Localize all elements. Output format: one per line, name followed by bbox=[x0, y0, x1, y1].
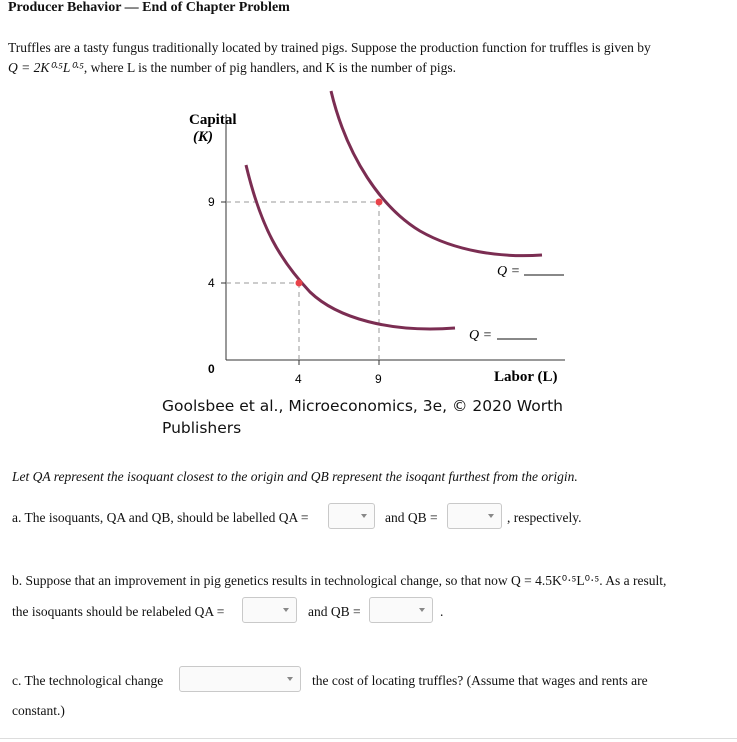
x-tick-label-4: 4 bbox=[295, 372, 302, 386]
lower-isoquant-point bbox=[296, 280, 303, 287]
part-a-qb-select[interactable] bbox=[447, 503, 502, 529]
part-b-suffix: . bbox=[440, 604, 444, 619]
chevron-down-icon bbox=[419, 608, 425, 612]
y-tick-label-4: 4 bbox=[208, 276, 215, 290]
page-title: Producer Behavior — End of Chapter Problem bbox=[8, 0, 290, 15]
intro-line-1: Truffles are a tasty fungus traditionally located by trained pigs. Suppose the production function for truffles is given by bbox=[8, 40, 651, 55]
origin-label: 0 bbox=[208, 362, 215, 376]
figure-credit-line-2: Publishers bbox=[162, 419, 242, 437]
chevron-down-icon bbox=[488, 514, 494, 518]
figure-credit-line-1: Goolsbee et al., Microeconomics, 3e, © 2020 Worth bbox=[162, 397, 563, 415]
part-c-prefix: c. The technological change bbox=[12, 673, 164, 688]
part-b-qb-select[interactable] bbox=[369, 597, 433, 623]
upper-isoquant bbox=[331, 91, 542, 256]
chevron-down-icon bbox=[283, 608, 289, 612]
x-axis-label: Labor (L) bbox=[494, 369, 558, 385]
isoquant-chart bbox=[150, 88, 590, 398]
part-b-line-2-prefix: the isoquants should be relabeled QA = bbox=[12, 604, 225, 619]
part-b-mid: and QB = bbox=[308, 604, 361, 619]
upper-isoquant-point bbox=[376, 199, 383, 206]
intro-line-2 bbox=[8, 58, 728, 78]
isoquant-definition: Let QA represent the isoquant closest to the origin and QB represent the isoqant furthest from the origin. bbox=[12, 469, 578, 484]
part-a-suffix: , respectively. bbox=[507, 510, 582, 525]
bottom-divider bbox=[0, 738, 737, 739]
part-b-line-1: b. Suppose that an improvement in pig genetics results in technological change, so that now Q = 4.5K⁰·⁵L⁰·⁵. As a result, bbox=[12, 573, 667, 588]
y-axis-label-line2: (K) bbox=[193, 129, 213, 145]
part-b-qa-select[interactable] bbox=[242, 597, 297, 623]
chevron-down-icon bbox=[361, 514, 367, 518]
part-a-qa-select[interactable] bbox=[328, 503, 375, 529]
part-a-mid: and QB = bbox=[385, 510, 438, 525]
upper-isoquant-label: Q = bbox=[497, 264, 521, 279]
x-tick-label-9: 9 bbox=[375, 372, 382, 386]
y-tick-label-9: 9 bbox=[208, 195, 215, 209]
intro-line-2-text: , where L is the number of pig handlers, and K is the number of pigs. bbox=[83, 60, 457, 75]
part-c-select[interactable] bbox=[179, 666, 301, 692]
part-c-suffix: the cost of locating truffles? (Assume that wages and rents are bbox=[312, 673, 648, 688]
part-a-prefix: a. The isoquants, QA and QB, should be labelled QA = bbox=[12, 510, 309, 525]
chevron-down-icon bbox=[287, 677, 293, 681]
production-formula: Q = 2K⁰·⁵L⁰·⁵ bbox=[8, 60, 84, 75]
lower-isoquant bbox=[246, 165, 455, 329]
part-c-line-2: constant.) bbox=[12, 703, 65, 718]
y-axis-label-line1: Capital bbox=[189, 112, 237, 128]
lower-isoquant-label: Q = bbox=[469, 328, 493, 343]
